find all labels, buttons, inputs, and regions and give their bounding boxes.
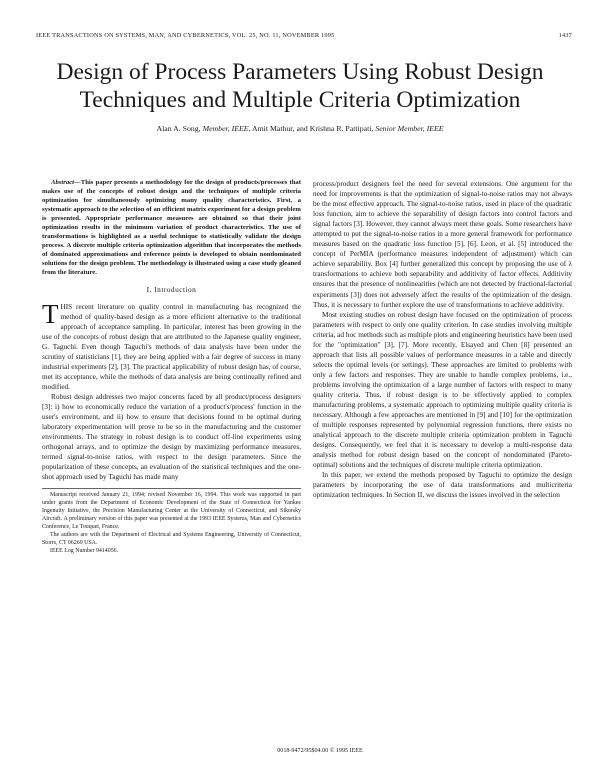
right-paragraph-2: Most existing studies on robust design have focused on the optimization of process parameters with respect to only one quality criterion. In case studies involving multiple criteria, ad hoc methods such as multiple plots and engineering heuristics have been used for the "optimization" [3], [7]. More recently, Elsayed and Chen [8] presented an approach that lists all possible values of performance measures in a table and directly selects the optimal levels (or settings). These approaches are limited to problems with only a few factors and responses. They are unable to handle complex problems, i.e., problems involving the optimization of a large number of factors with respect to many quality criteria. Thus, if robust design is to be effectively applied to complex manufacturing problems, a systematic approach to optimizing multiple quality criteria is necessary. Although a few approaches are mentioned in [9] and [10] for the optimization of multiple responses represented by polynomial regression functions, there exists no analytical approach to the discrete multiple criteria optimization problem in Taguchi designs. Consequently, we feel that it is necessary to develop a multi-response data analysis method for robust design based on the concept of nondominated (Pareto-optimal) solutions and the techniques of discrete multiple criteria optimization. [313, 310, 572, 470]
intro-paragraph-2: Robust design addresses two major concerns faced by all product/process designers [3]: i) how to economically reduce the variation of a product's/process' function in the user's environment, and ii) how to ensure that decisions found to be optimal during laboratory experimentation will prove to be so in the manufacturing and the customer environments. The strategy in robust design is to conduct off-line experiments using orthogonal arrays, and to optimize the design by maximizing performance measures, termed signal-to-noise ratios, with respect to the design parameters. Since the popularization of these concepts, an evaluation of the statistical techniques and the one-shot approach used by Taguchi has made many [42, 392, 301, 482]
drop-cap: T [42, 298, 59, 329]
title-line-2: Techniques and Multiple Criteria Optimization [79, 87, 521, 113]
author-line [30, 124, 570, 133]
copyright-code: 0018-9472/95$04.00 © 1995 IEEE [277, 748, 363, 754]
section-heading-introduction: I. Introduction [146, 285, 197, 295]
abstract [42, 179, 301, 277]
running-header [36, 32, 572, 39]
author-1-role: Member, IEEE, [202, 124, 251, 133]
author-3-role: Senior Member, IEEE [375, 124, 444, 133]
left-column [42, 179, 301, 556]
intro-paragraph-1-text: HIS recent literature on quality control in manufacturing has recognized the method of quality-based design as a more efficient alternative to the traditional approach of acceptance sampling. In particular, interest has been growing in the use of the concepts of robust design that are attributed to the Japanese quality engineer, G. Taguchi. Even though Taguchi's methods of data analysis have been under the scrutiny of statisticians [1], they are being applied with a fair degree of success in many industrial experiments [2], [3]. The practical applicability of robust design has, of course, met its acceptance, while the methods of data analysis are being continually refined and modified. [42, 302, 301, 391]
footnote-log-number: IEEE Log Number 9414056. [50, 547, 119, 554]
title-line-1: Design of Process Parameters Using Robust Design [56, 59, 544, 85]
right-column [313, 179, 572, 501]
abstract-body: This paper presents a methodology for the design of products/processes that makes use of the concepts of robust design and the techniques of multiple criteria optimization for simultaneously optimizing many quality characteristics. First, a systematic approach to the selection of an efficient matrix experiment for a design problem is presented. Appropriate performance measures are obtained so that their joint optimization results in the minimum variation of product characteristics. The use of transformations is highlighted as a useful technique to statistically validate the design process. A discrete multiple criteria optimization algorithm that incorporates the methods of dominated approximations and reference points is developed to obtain nondominated solutions for the design problem. The methodology is illustrated using a case study gleaned from the literature. [42, 179, 301, 276]
footnote-affiliation: The authors are with the Department of Electrical and Systems Engineering, University of Connecticut, Storrs, CT 06269 USA. [42, 531, 301, 546]
journal-name: IEEE TRANSACTIONS ON SYSTEMS, MAN, AND CYBERNETICS, VOL. 25, NO. 11, NOVEMBER 1995 [36, 32, 335, 39]
paper-title [30, 58, 570, 114]
author-1: Alan A. Song, [156, 124, 201, 133]
abstract-lead: Abstract— [51, 179, 81, 186]
author-2-3: Amit Mathur, and Krishna R. Pattipati, [251, 124, 374, 133]
footnote [42, 488, 301, 555]
page-number: 1437 [558, 32, 572, 39]
footnote-manuscript: Manuscript received January 21, 1994; revised November 16, 1994. This work was supported in part under grants from the Department of Economic Development of the State of Connecticut for Yankee Ingenuity Initiative, the Precision Manufacturing Center at the University of Connecticut, and Sikorsky Aircraft. A preliminary version of this paper was presented at the 1993 IEEE Systems, Man and Cybernetics Conference, Le Touquet, France. [42, 492, 301, 530]
intro-paragraph-1 [42, 298, 301, 392]
right-paragraph-1: process/product designers feel the need for several extensions. One argument for the need for improvements is that the optimization of signal-to-noise ratios may not always be the most effective approach. The signal-to-noise ratios, used in place of the quadratic loss function, aim to achieve the separability of design factors into control factors and signal factors [3]. However, they cannot always meet these goals. Some researchers have attempted to put the signal-to-noise ratios in a more general framework for performance measures based on the quadratic loss function [5], [6]. Leon, et al. [5] introduced the concept of PerMIA (performance measures independent of adjustment) which can achieve separability. Box [4] further generalized this concept by proposing the use of λ transformations to achieve both separability and additivity of factor effects. Additivity ensures that the presence of nonlinearities (which are not detected by fractional-factorial experiments [3]) does not adversely affect the results of the optimization of the design. Thus, it is necessary to further explore the use of transformations to achieve additivity. [313, 180, 572, 309]
right-paragraph-3: In this paper, we extend the methods proposed by Taguchi to optimize the design parameters by incorporating the use of data transformations and multicriteria optimization techniques. In Section II, we discuss the issues involved in the selection [313, 471, 572, 500]
